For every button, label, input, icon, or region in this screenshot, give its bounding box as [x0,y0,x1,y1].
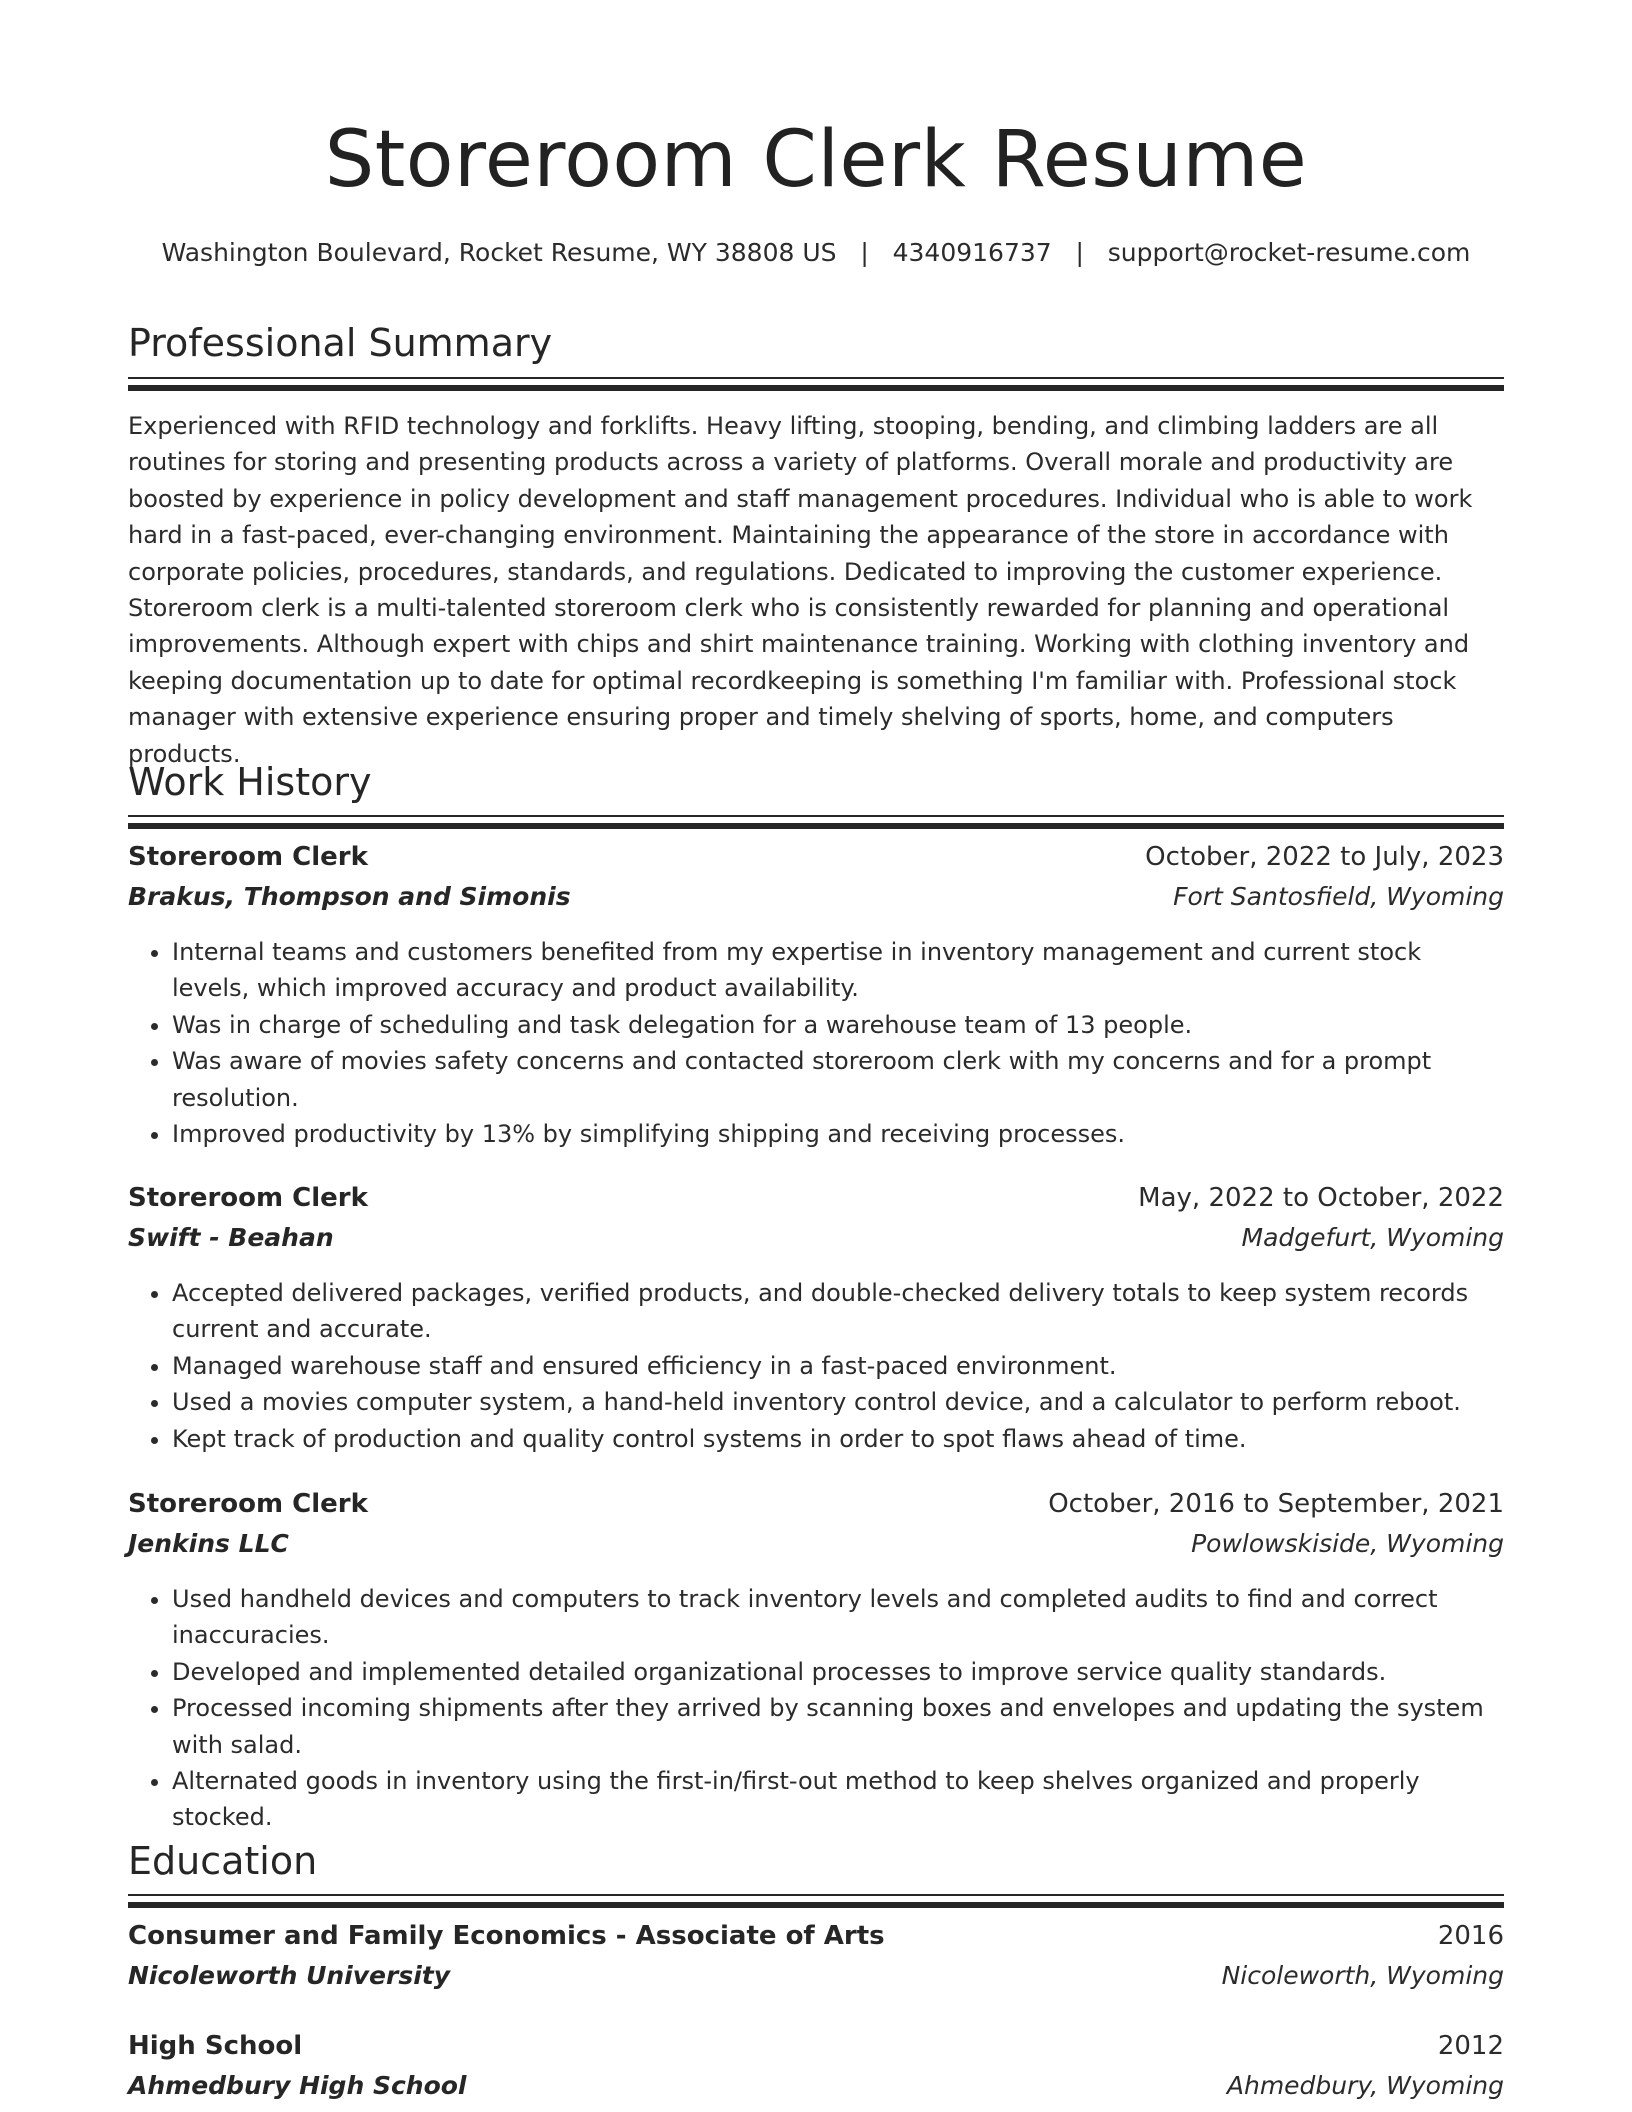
job-bullet: • Accepted delivered packages, verified products, and double-checked delivery totals to keep system records current and accurate. [172,1275,1504,1348]
job-bullet: • Managed warehouse staff and ensured efficiency in a fast-paced environment. [172,1348,1504,1384]
section-heading-work-history: Work History [128,760,372,804]
company-name: Jenkins LLC [128,1529,289,1558]
school-name: Nicoleworth University [128,1961,451,1990]
graduation-year: 2016 [1437,1921,1504,1951]
job-location: Fort Santosfield, Wyoming [1173,882,1504,911]
degree-name: Consumer and Family Economics - Associate of Arts [128,1921,885,1951]
job-bullet: • Used handheld devices and computers to track inventory levels and completed audits to find and correct inaccuracies. [172,1581,1504,1654]
company-name: Brakus, Thompson and Simonis [128,882,571,911]
job-bullets [128,1581,1504,1836]
company-name: Swift - Beahan [128,1223,334,1252]
contact-line: Washington Boulevard, Rocket Resume, WY 38808 US | 4340916737 | support@rocket-resume.com [161,238,1471,267]
job-bullet: • Used a movies computer system, a hand-held inventory control device, and a calculator to perform reboot. [172,1384,1504,1420]
school-location: Ahmedbury, Wyoming [1226,2071,1504,2100]
job-location: Powlowskiside, Wyoming [1191,1529,1504,1558]
section-divider [128,1894,1504,1908]
job-bullet: • Kept track of production and quality control systems in order to spot flaws ahead of time. [172,1421,1504,1457]
job-bullet: • Improved productivity by 13% by simplifying shipping and receiving processes. [172,1116,1504,1152]
job-bullet: • Was in charge of scheduling and task delegation for a warehouse team of 13 people. [172,1007,1504,1043]
section-divider [128,377,1504,391]
job-bullet: • Developed and implemented detailed organizational processes to improve service quality standards. [172,1654,1504,1690]
job-title: Storeroom Clerk [128,1183,368,1213]
school-location: Nicoleworth, Wyoming [1221,1961,1504,1990]
school-name: Ahmedbury High School [128,2071,467,2100]
job-bullet: • Internal teams and customers benefited from my expertise in inventory management and current stock levels, which improved accuracy and product availability. [172,934,1504,1007]
resume-title: Storeroom Clerk Resume [324,115,1308,205]
graduation-year: 2012 [1437,2031,1504,2061]
job-location: Madgefurt, Wyoming [1241,1223,1504,1252]
job-bullet: • Alternated goods in inventory using the first-in/first-out method to keep shelves organized and properly stocked. [172,1763,1504,1836]
job-bullets [128,1275,1504,1457]
job-title: Storeroom Clerk [128,1489,368,1519]
section-heading-education: Education [128,1839,318,1883]
job-dates: October, 2022 to July, 2023 [1145,842,1504,872]
section-divider [128,815,1504,829]
job-dates: October, 2016 to September, 2021 [1048,1489,1504,1519]
job-entry [128,1183,1504,1457]
job-entry [128,1489,1504,1836]
job-dates: May, 2022 to October, 2022 [1138,1183,1504,1213]
job-bullet: • Processed incoming shipments after they arrived by scanning boxes and envelopes and updating the system with salad. [172,1690,1504,1763]
job-bullets [128,934,1504,1152]
education-entry [128,1921,1504,1999]
job-title: Storeroom Clerk [128,842,368,872]
section-heading-summary: Professional Summary [128,321,553,365]
education-entry [128,2031,1504,2109]
degree-name: High School [128,2031,303,2061]
job-entry [128,842,1504,1152]
job-bullet: • Was aware of movies safety concerns and contacted storeroom clerk with my concerns and for a prompt resolution. [172,1043,1504,1116]
summary-text: Experienced with RFID technology and forklifts. Heavy lifting, stooping, bending, and climbing ladders are all routines for storing and presenting products across a variety of platforms. Overall morale and productivity are boosted by experience in policy development and staff management procedures. Individual who is able to work hard in a fast-paced, ever-changing environment. Maintaining the appearance of the store in accordance with corporate policies, procedures, standards, and regulations. Dedicated to improving the customer experience. Storeroom clerk is a multi-talented storeroom clerk who is consistently rewarded for planning and operational improvements. Although expert with chips and shirt maintenance training. Working with clothing inventory and keeping documentation up to date for optimal recordkeeping is something I'm familiar with. Professional stock manager with extensive experience ensuring proper and timely shelving of sports, home, and computers products. [128,412,1473,768]
